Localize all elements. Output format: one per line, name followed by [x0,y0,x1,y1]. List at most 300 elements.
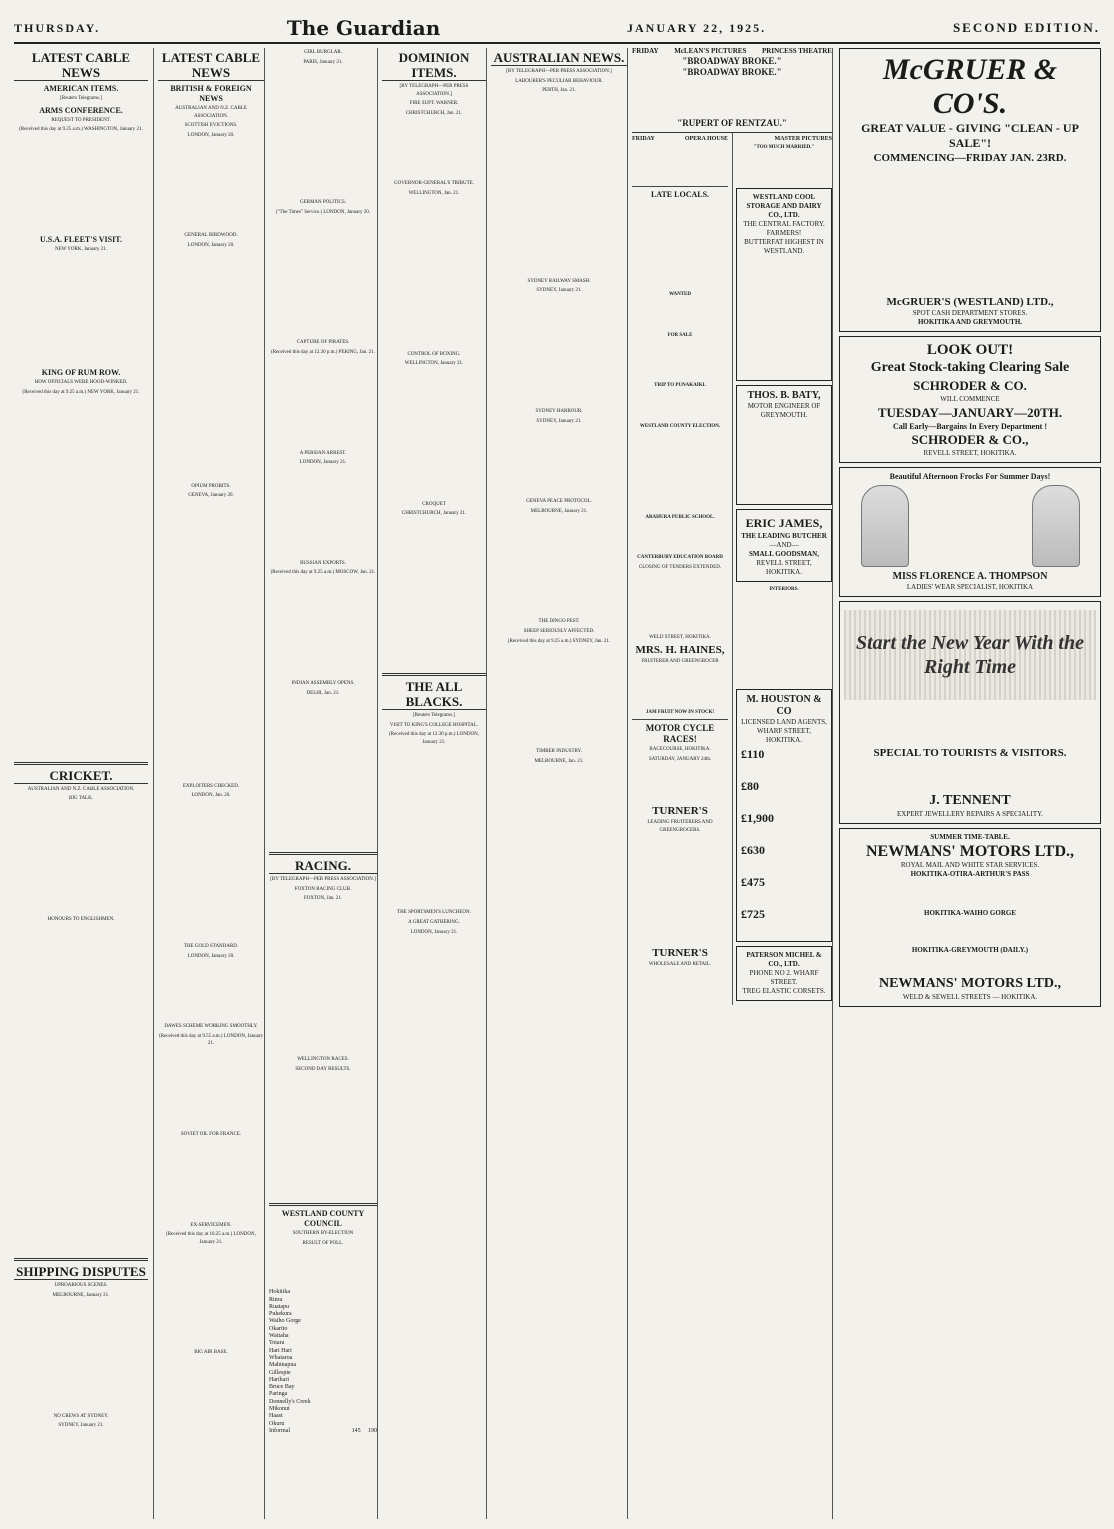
poll-votes-b [361,1362,377,1369]
theatre-ad [632,48,832,133]
col3-item: FOXTON RACING CLUB. [294,886,352,892]
poll-row [269,1391,377,1398]
poll-votes-a [344,1413,360,1420]
col3-poll: RESULT OF POLL. [302,1240,344,1246]
schroder-name2: SCHRODER & CO., [911,432,1029,447]
column-2 [153,48,268,1519]
mcgruer-footer3: HOKITIKA AND GREYMOUTH. [917,318,1023,326]
poll-row [269,1297,377,1304]
col2-item: BIG AIR BASE. [194,1350,228,1356]
article-text [14,805,148,915]
ad-text [741,420,827,500]
ad-text [741,256,827,376]
masthead-title: The Guardian [286,16,441,40]
col5-item: SYDNEY HARBOUR. [535,408,583,414]
poll-row [269,1377,377,1384]
col2-item: EXPLOITERS CHECKED. [182,783,240,789]
poll-votes-a [344,1391,360,1398]
col3-dateline: DELHI, Jan. 21. [306,690,340,696]
col2-dateline: GENEVA, January 20. [188,493,234,499]
route-waiho: HOKITIKA-WAIHO GORGE [924,909,1016,917]
col4-item: CONTROL OF BOXING. [407,351,461,357]
article-text [158,1248,264,1348]
column-3 [264,48,381,1519]
col5-item: SHEEP SERIOUSLY AFFECTED. [523,628,595,634]
col3-item: SOUTHERN BY-ELECTION [292,1231,354,1237]
special-tourists: SPECIAL TO TOURISTS & VISITORS. [873,747,1067,759]
poll-votes-a [344,1289,360,1296]
col4-dateline: WELLINGTON, Jan. 21. [408,190,460,196]
col2-dateline: LONDON, January 20. [187,242,235,248]
col5-dateline: SYDNEY, January 21. [536,288,582,294]
divider [269,1203,377,1206]
col3-credit: [BY TELEGRAPH—PER PRESS ASSOCIATION.] [270,877,376,883]
col1-fleet: U.S.A. FLEET'S VISIT. [40,234,122,244]
poll-row [269,1370,377,1377]
schroder-address: REVELL STREET, HOKITIKA. [923,449,1017,457]
col1-arms: ARMS CONFERENCE. [39,105,123,115]
col4-dateline: LONDON, January 21. [410,929,458,935]
ad-heading: FOR SALE [667,332,693,338]
col1-subhead: AMERICAN ITEMS. [43,84,119,93]
col1-dateline: MELBOURNE, January 21. [52,1292,110,1298]
poll-place: Paringa [269,1391,288,1398]
article-text [382,520,486,670]
schroder-name: SCHRODER & CO. [913,378,1027,393]
article-text [14,1302,148,1412]
poll-votes-b [361,1318,377,1325]
col1-dateline: NEW YORK, January 21. [54,246,108,252]
col2-headline: LATEST CABLE NEWS [158,50,264,81]
houston-desc: LICENSED LAND AGENTS, [741,718,827,727]
paterson-ad [736,946,832,1001]
ad-text [632,433,728,513]
col1-hood: HOW OFFICIALS WERE HOOD-WINKED. [34,380,128,386]
opera-feature: "TOO MUCH MARRIED." [753,145,815,151]
article-text [269,218,377,338]
westland-name: WESTLAND COOL STORAGE AND DAIRY CO., LTD. [746,192,822,219]
ad-text [736,154,832,184]
poll-votes-a [344,1326,360,1333]
poll-row [269,1421,377,1428]
poll-place: Bruce Bay [269,1384,295,1391]
ad-text [632,392,728,422]
poll-votes-b [361,1289,377,1296]
poll-place: Okuru [269,1420,285,1427]
baty-desc: MOTOR ENGINEER OF GREYMOUTH. [747,401,821,419]
article-text [491,297,627,407]
poll-row [269,1333,377,1340]
ad-text [736,595,832,685]
route-otira: HOKITIKA-OTIRA-ARTHUR'S PASS [910,870,1030,878]
motor-races: MOTOR CYCLE RACES! [645,723,715,745]
column-5 [486,48,631,1519]
lookout: LOOK OUT! [926,342,1014,358]
mcgruer-footer2: SPOT CASH DEPARTMENT STORES. [912,309,1028,317]
ads-left [632,133,728,1006]
schroder-date: TUESDAY—JANUARY—20TH. [877,405,1063,420]
article-text [269,469,377,559]
col3-dateline: FOXTON, Jan. 21. [303,896,343,902]
turner-desc: WHOLESALE AND RETAIL. [648,961,712,967]
col5-item: LABOURER'S PECULIAR BEHAVIOUR. [515,78,603,84]
ad-text [844,762,1096,792]
col1-bigtalk: BIG TALK. [69,796,93,802]
route-greymouth: HOKITIKA-GREYMOUTH (DAILY.) [911,946,1029,954]
article-text [14,925,148,1255]
ad-text [632,143,728,183]
ad-text [844,165,1096,295]
opera-house: OPERA HOUSE [684,135,728,142]
poll-votes-a [344,1370,360,1377]
col3-item: INDIAN ASSEMBLY OPENS. [291,680,355,686]
article-text [382,748,486,908]
westland-central: THE CENTRAL FACTORY. [743,219,825,228]
ad-text [844,955,1096,975]
poll-votes-b [361,1413,377,1420]
theatre-feature: "BROADWAY BROKE." [682,55,782,66]
poll-votes-a [344,1355,360,1362]
poll-total-label: Informal [269,1427,290,1434]
poll-votes-b [361,1311,377,1318]
article-text [158,502,264,782]
col2-item: DAWES SCHEME WORKING SMOOTHLY. [164,1024,258,1030]
opera-day: FRIDAY [632,135,655,142]
article-text [269,579,377,679]
poll-votes-b [361,1297,377,1304]
article-text [382,200,486,350]
newmans-name: NEWMANS' MOTORS LTD., [865,843,1075,860]
stocktaking: Great Stock-taking Clearing Sale [870,360,1070,375]
masthead-edition: SECOND EDITION. [952,20,1100,35]
col2-dateline: (Received this day at 10.25 a.m.) LONDON, January 21. [166,1232,256,1245]
paterson-phone: PHONE NO 2. WHARF STREET. [749,969,819,987]
property-price: £110 [741,747,765,762]
article-text [491,517,627,617]
col4-item: GOVERNOR-GENERAL'S TRIBUTE. [394,181,474,187]
poll-votes-a [344,1304,360,1311]
schroder-ad [839,336,1101,463]
col2-dateline: LONDON, January 20. [187,132,235,138]
article-text [158,1050,264,1130]
column-1 [14,48,152,1519]
col2-dateline: LONDON, January 20. [187,953,235,959]
poll-votes-b [361,1333,377,1340]
poll-votes-b [361,1399,377,1406]
col3-dateline: LONDON, January 21. [299,460,347,466]
poll-place: Hari Hari [269,1347,292,1354]
col1-cricket: CRICKET. [14,768,148,784]
poll-votes-a [344,1421,360,1428]
fashion-illustration [1032,485,1080,567]
col2-item: EX-SERVICEMEN. [190,1222,232,1228]
ads-right [732,133,832,1006]
poll-place: Waitaha [269,1333,289,1340]
ad-text [632,573,728,633]
poll-votes-b [361,1355,377,1362]
westland-dairy-ad [736,188,832,381]
ad-text [632,765,728,805]
poll-place: Okarito [269,1325,288,1332]
article-text [632,200,728,290]
col1-honours: HONOURS TO ENGLISHMEN. [47,916,115,922]
col2-item: GENERAL BIRDWOOD. [184,233,238,239]
col3-dateline: (Received this day at 9.25 a.m.) MOSCOW, Jan. 21. [270,570,376,576]
col3-item: CAPTURE OF PIRATES. [296,340,350,346]
property-price: £80 [741,779,759,794]
ad-text [741,795,827,809]
fashion-illustration [861,485,909,567]
ads-split [632,133,832,1006]
jam-fruit: JAM FRUIT NOW IN STOCK! [645,709,715,715]
ad-text [632,341,728,381]
newmans-ad [839,828,1101,1007]
poll-row [269,1355,377,1362]
poll-votes-b [361,1391,377,1398]
col3-item: RUSSIAN EXPORTS. [300,560,346,566]
poll-row [269,1406,377,1413]
theatre-feature: "RUPERT OF RENTZAU." [677,117,787,128]
ad-text [741,923,827,937]
poll-row [269,1318,377,1325]
article-text [14,255,148,365]
motor-venue: RACECOURSE, HOKITIKA. [649,747,711,753]
houston-ad [736,689,832,942]
poll-place: Donnelly's Creek [269,1398,311,1405]
col5-dateline: MELBOURNE, January 21. [530,508,588,514]
col3-dateline: SECOND DAY RESULTS. [295,1066,351,1072]
poll-votes-b [361,1421,377,1428]
article-text [269,68,377,198]
poll-votes-b [361,1348,377,1355]
col3-item: WELLINGTON RACES. [297,1056,349,1062]
poll-votes-a [344,1318,360,1325]
ad-heading: CLOSING OF TENDERS EXTENDED. [638,564,722,570]
new-year-text: Start the New Year With the Right Time [855,632,1084,678]
col4-item: VISIT TO KING'S COLLEGE HOSPITAL. [389,722,479,728]
masthead [14,14,1100,44]
col4-item: FIRE SUPT. WARNER. [409,101,459,107]
turner-desc: LEADING FRUITERERS AND GREENGROCERS. [647,820,713,833]
col4-headline: DOMINION ITEMS. [382,50,486,81]
article-text [158,962,264,1022]
tennent-name: J. TENNENT [929,793,1011,808]
houston-name: M. HOUSTON & CO [746,694,822,718]
turner-name: TURNER'S [652,946,708,959]
poll-row [269,1326,377,1333]
ad-heading: WANTED [669,292,691,298]
col3-item: A PERSIAN ARREST. [299,450,347,456]
column-7-ads [832,48,1101,1519]
article-text [158,802,264,942]
eric-small: SMALL GOODSMAN, [748,549,819,558]
ad-text [844,918,1096,946]
poll-row [269,1304,377,1311]
column-4 [377,48,490,1519]
col4-dateline: CHRISTCHURCH, January 21. [401,511,467,517]
col2-item: THE GOLD STANDARD. [183,943,239,949]
col1-dateline: (Received this day at 9.25 a.m.) NEW YORK, January 21. [22,389,140,395]
poll-total-value: 145 [351,1427,361,1434]
poll-place: Haast [269,1413,283,1420]
col1-request: REQUEST TO PRESIDENT. [51,117,111,123]
masthead-day: THURSDAY. [14,20,101,35]
ad-heading: WESTLAND COUNTY ELECTION. [639,423,721,429]
col1-uproar: UPROARIOUS SCENES. [54,1283,108,1289]
ad-text [632,78,832,118]
ad-text [925,481,1015,571]
col5-item: GENEVA PEACE PROTOCOL. [526,499,592,505]
turner-name: TURNER'S [652,805,708,818]
call-early: Call Early—Bargains In Every Department ! [893,422,1047,431]
poll-votes-a [344,1333,360,1340]
eric-address: REVELL STREET, HOKITIKA. [756,558,812,576]
col5-dateline: (Received this day at 9.25 a.m.) SYDNEY, Jan. 21. [507,638,611,644]
property-price: £1,900 [741,811,774,826]
poll-votes-b [361,1406,377,1413]
thompson-desc: LADIES' WEAR SPECIALIST, HOKITIKA [906,583,1034,591]
article-text [382,119,486,179]
poll-row [269,1311,377,1318]
poll-votes-a [344,1406,360,1413]
poll-votes-a [344,1348,360,1355]
corsets: TREG ELASTIC CORSETS. [742,987,826,996]
article-text [269,359,377,449]
poll-results-table [269,1289,377,1435]
article-text [382,370,486,500]
eric-desc: THE LEADING BUTCHER [741,531,827,540]
article-text [269,905,377,1055]
ad-text [741,827,827,841]
poll-place: Mahinapua [269,1362,296,1369]
poll-row [269,1340,377,1347]
poll-place: Whataroa [269,1354,293,1361]
col4-dateline: WELLINGTON, January 21. [404,361,464,367]
mcgruer-ad [839,48,1101,332]
poll-votes-b [361,1384,377,1391]
article-text [158,141,264,231]
ad-text [632,523,728,553]
poll-total-row [269,1428,377,1435]
poll-row [269,1399,377,1406]
ad-heading: WELD STREET, HOKITIKA. [649,635,711,641]
divider [632,186,728,187]
col4-dateline: (Received this day at 12.30 p.m.) LONDON, January 21. [389,732,479,745]
poll-votes-a [344,1384,360,1391]
newmans-sub: ROYAL MAIL AND WHITE STAR SERVICES. [900,861,1040,869]
thompson-ad [839,467,1101,597]
ad-text [632,668,728,708]
col5-dateline: SYDNEY, January 21. [536,418,582,424]
col4-credit: [BY TELEGRAPH—PER PRESS ASSOCIATION.] [399,84,469,97]
article-text [269,1075,377,1200]
poll-votes-a [344,1377,360,1384]
poll-place: Gillespie [269,1369,291,1376]
col3-dateline: ("The Times" Service.) LONDON, January 20. [275,209,371,215]
col4-credit: [Reuters Telegrams.] [413,712,455,718]
newmans-name2: NEWMANS' MOTORS LTD., [878,976,1062,991]
poll-votes-a [344,1399,360,1406]
new-year-banner [844,610,1096,700]
article-text [269,1249,377,1289]
tennent-ad [839,601,1101,824]
col1-nocrews: NO CREWS AT SYDNEY. [53,1413,109,1419]
col2-dateline: (Received this day at 9.55 a.m.) LONDON, January 21. [159,1033,263,1047]
poll-votes-a [344,1362,360,1369]
column-6-ads [627,48,836,1519]
col4-item: THE SPORTSMEN'S LUNCHEON. [397,910,471,916]
article-text [158,252,264,482]
frocks-heading: Beautiful Afternoon Frocks For Summer Days! [889,472,1051,481]
poll-place: Pukekura [269,1311,292,1318]
mcgruer-tagline: GREAT VALUE - GIVING "CLEAN - UP SALE"! [861,121,1079,150]
poll-place: Rimu [269,1296,283,1303]
opera-master: MASTER PICTURES [774,135,832,142]
col1-shipping: SHIPPING DISPUTES [14,1264,148,1280]
article-text [382,938,486,1498]
divider [14,762,148,765]
haines-name: MRS. H. HAINES, [635,643,725,656]
col4-dateline: CHRISTCHURCH, Jan. 21. [405,110,463,116]
poll-place: Hokitika [269,1289,290,1296]
poll-place: Waiho Gorge [269,1318,301,1325]
poll-place: Ruatapu [269,1303,289,1310]
ad-text [844,704,1096,744]
poll-row [269,1348,377,1355]
col4-item: CROQUET [422,501,446,507]
ad-text [741,891,827,905]
schroder-commence: WILL COMMENCE [940,395,1000,403]
ad-text [632,837,728,947]
ad-heading: CANTERBURY EDUCATION BOARD [637,555,723,561]
eric-james-ad [736,509,832,582]
property-price: £725 [741,907,765,922]
westland-farmers: FARMERS! [766,228,802,237]
motor-date: SATURDAY, JANUARY 24th. [648,756,712,762]
westland-butterfat: BUTTERFAT HIGHEST IN WESTLAND. [744,237,824,255]
summer-timetable: SUMMER TIME-TABLE. [930,833,1010,841]
mcgruer-footer: McGRUER'S (WESTLAND) LTD., [886,296,1054,308]
theatre-princess: PRINCESS THEATRE [762,48,832,55]
col5-item: THE DINGO PEST. [538,619,580,625]
col2-item: SCOTTISH EVICTIONS. [184,123,238,129]
late-locals: LATE LOCALS. [650,190,710,200]
col2-item: SOVIET OIL FOR FRANCE. [180,1131,242,1137]
poll-row [269,1289,377,1296]
col3-dateline: (Received this day at 12.30 p.m.) PEKING, Jan. 21. [271,349,375,355]
col5-dateline: PERTH, Jan. 21. [542,88,576,94]
divider [14,1258,148,1261]
masthead-date: JANUARY 22, 1925. [627,20,767,35]
divider [269,852,377,855]
col5-item: TIMBER INDUSTRY. [536,749,582,755]
poll-votes-b [361,1326,377,1333]
mcgruer-date: COMMENCING—FRIDAY JAN. 23RD. [873,152,1067,164]
col3-item: GERMAN POLITICS. [299,200,347,206]
baty-ad [736,385,832,505]
col1-dateline: SYDNEY, January 21. [58,1423,104,1429]
poll-row [269,1384,377,1391]
interiors: INTERIORS. [769,586,799,592]
col4-allblacks: THE ALL BLACKS. [382,679,486,710]
poll-votes-b [361,1370,377,1377]
col4-item: A GREAT GATHERING. [408,919,460,925]
newmans-address: WELD & SEWELL STREETS — HOKITIKA. [902,993,1038,1001]
article-text [158,1141,264,1221]
col5-dateline: MELBOURNE, Jan. 21. [534,758,584,764]
poll-place: Totara [269,1340,285,1347]
ad-text [741,859,827,873]
